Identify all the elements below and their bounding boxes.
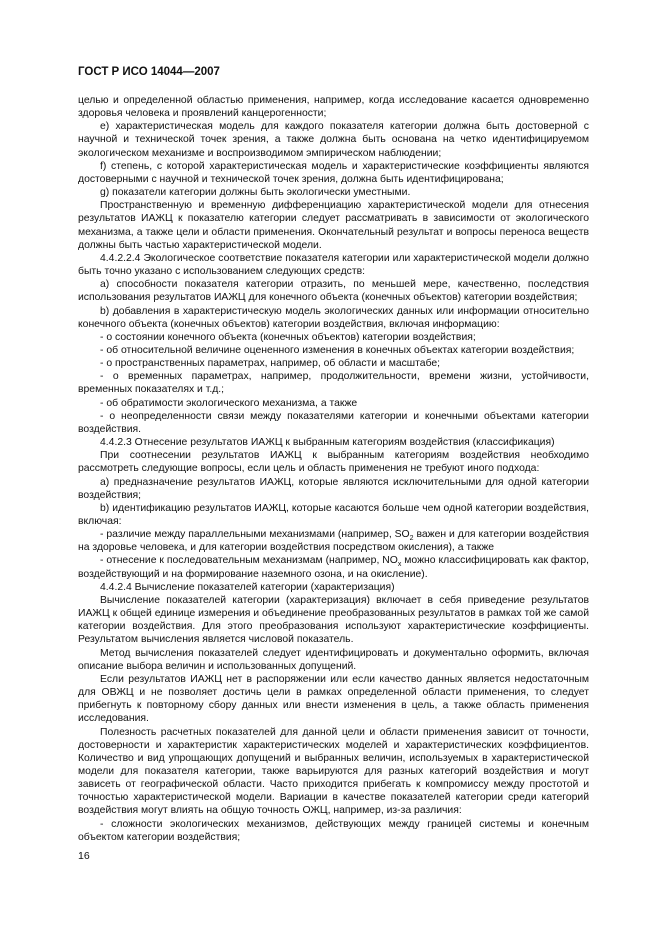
- paragraph: Если результатов ИАЖЦ нет в распоряжении или если качество данных является недостаточным для ОВЖЦ и не позволяет достичь цели в рамках определенной области применения, то следует прибегнуть к повторному сбору данных или внести изменения в цель, а также область применения исследования.: [78, 673, 589, 725]
- text: важен и для категории воздействия на здоровье человека, и для категории воздействия посредством окисления), а также: [78, 529, 589, 554]
- section-heading: 4.4.2.3 Отнесение результатов ИАЖЦ к выбранным категориям воздействия (классификация): [100, 437, 555, 449]
- list-item: - о состоянии конечного объекта (конечных объектов) категории воздействия;: [100, 331, 476, 343]
- document-header: ГОСТ Р ИСО 14044—2007: [78, 66, 220, 78]
- list-item: - сложности экологических механизмов, действующих между границей системы и конечным объектом категории воздействия;: [78, 818, 589, 843]
- list-item: - о пространственных параметрах, например, об области и масштабе;: [100, 358, 441, 370]
- section-heading: 4.4.2.2.4 Экологическое соответствие показателя категории или характеристической модели должно быть точно указано с использованием следующих средств:: [78, 252, 589, 278]
- paragraph: Вычисление показателей категории (характеризация) включает в себя приведение результатов ИАЖЦ к общей единице измерения и объединение преобразованных результатов в рамках той же самой категории воздействия. Для этого преобразования используют характеристические коэффициенты. Результатом вычисления является числовой показатель.: [78, 594, 589, 646]
- text: - различие между параллельными механизмами (например, SO: [100, 529, 410, 541]
- subscript: 2: [409, 535, 414, 543]
- list-item: a) способности показателя категории отразить, по меньшей мере, качественно, последствия использования результатов ИАЖЦ для конечного объекта (конечных объектов) категории воздействия;: [78, 279, 589, 304]
- list-item: f) степень, с которой характеристическая модель и характеристические коэффициенты являются достоверными с научной и технической точек зрения, должна быть идентифицирована;: [78, 160, 589, 185]
- subscript: x: [397, 561, 402, 569]
- paragraph: При соотнесении результатов ИАЖЦ к выбранным категориям воздействия необходимо рассмотреть следующие вопросы, если цель и область применения не требуют иного подхода:: [78, 450, 589, 475]
- list-item: e) характеристическая модель для каждого показателя категории должна быть достоверной с научной и технической точек зрения, а также должна быть основана на четко идентифицируемом экологическом механизме и воспроизводимом эмпирическом наблюдении;: [78, 121, 589, 159]
- section-heading: 4.4.2.4 Вычисление показателей категории (характеризация): [100, 581, 395, 593]
- paragraph: Метод вычисления показателей следует идентифицировать и документально оформить, включая описание выбора величин и использованных допущений.: [78, 647, 589, 672]
- paragraph: Полезность расчетных показателей для данной цели и области применения зависит от точности, достоверности и характеристик характеристических моделей и характеристических коэффициентов. Количество и вид упрощающих допущений и выбранных величин, используемых в характеристической модели для показателя категории, также варьируются для разных категорий воздействия и могут зависеть от географической области. Часто приходится прибегать к компромиссу между простотой и точностью характеристической модели. Вариации в качестве показателей категории среди категорий воздействия могут влиять на общую точность ОЖЦ, например, из-за различия:: [78, 726, 589, 817]
- paragraph: целью и определенной областью применения, например, когда исследование касается одновременно здоровья человека и проявлений канцерогенности;: [78, 95, 589, 120]
- list-item-nox: [78, 554, 589, 580]
- document-body: [78, 94, 589, 844]
- list-item-so2: [78, 528, 589, 554]
- list-item: a) предназначение результатов ИАЖЦ, которые являются исключительными для одной категории воздействия;: [78, 476, 589, 501]
- list-item: b) идентификацию результатов ИАЖЦ, которые касаются больше чем одной категории воздействия, включая:: [78, 502, 589, 527]
- list-item: - об обратимости экологического механизма, а также: [100, 397, 358, 409]
- list-item: g) показатели категории должны быть экологически уместными.: [100, 187, 411, 199]
- list-item: b) добавления в характеристическую модель экологических данных или информации относительно конечного объекта (конечных объектов) категории воздействия, включая информацию:: [78, 305, 589, 330]
- list-item: - о неопределенности связи между показателями категории и конечными объектами категории воздействия.: [78, 410, 589, 435]
- list-item: - о временных параметрах, например, продолжительности, времени жизни, устойчивости, временных показателях и т.д.;: [78, 371, 589, 396]
- paragraph: Пространственную и временную дифференциацию характеристической модели для отнесения результатов ИАЖЦ к показателю категории следует рассматривать в зависимости от экологического механизма, а также цели и области применения. Окончательный результат и вопросы переноса веществ должны быть частью характеристической модели.: [78, 200, 589, 251]
- list-item: - об относительной величине оцененного изменения в конечных объектах категории воздействия;: [100, 344, 575, 356]
- page-number: 16: [78, 850, 90, 862]
- text: можно классифицировать как фактор, воздействующий и на формирование наземного озона, и на окисление).: [78, 555, 589, 580]
- text: - отнесение к последовательным механизмам (например, NO: [100, 555, 398, 567]
